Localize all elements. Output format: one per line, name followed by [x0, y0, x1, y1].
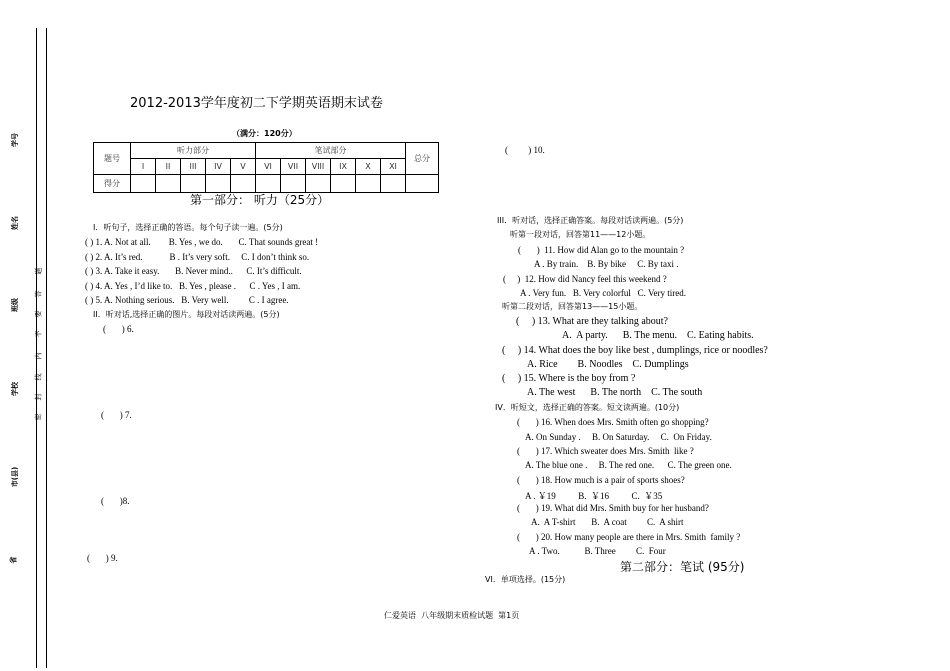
section-number: IX: [331, 159, 356, 175]
question-text: 2. A. It’s red. B . It’s very soft. C. I don’t think so.: [95, 252, 310, 262]
margin-line-left: [36, 28, 37, 668]
total-header: 总分: [406, 143, 439, 175]
section-number: VIII: [306, 159, 331, 175]
score-cell[interactable]: [181, 175, 206, 193]
label-name: 姓名: [11, 216, 19, 230]
section-number: III: [181, 159, 206, 175]
section-number: XI: [381, 159, 406, 175]
answer-bracket[interactable]: ( ): [85, 295, 94, 305]
seal-char: 线: [34, 373, 43, 381]
section-number: X: [356, 159, 381, 175]
seal-char: 密: [34, 413, 43, 421]
question-text: ( ) 13. What are they talking about?: [516, 316, 668, 327]
score-cell[interactable]: [331, 175, 356, 193]
question-row: [85, 252, 309, 262]
section4-heading: IV．听短文，选择正确的答案。短文读两遍。(10分): [495, 403, 680, 412]
answer-bracket[interactable]: ( ): [85, 237, 94, 247]
section-number: II: [156, 159, 181, 175]
seal-char: 封: [34, 393, 43, 401]
question-text: ( ) 20. How many people are there in Mrs. Smith family ?: [517, 532, 741, 542]
question-options: A. On Sunday . B. On Saturday. C. On Friday.: [525, 432, 712, 442]
question-text: ( ) 11. How did Alan go to the mountain ?: [518, 245, 685, 255]
question-text: ( ) 14. What does the boy like best , dumplings, rice or noodles?: [502, 345, 768, 356]
question-options: A . Two. B. Three C. Four: [529, 546, 666, 556]
score-table-header: 题号: [94, 143, 131, 175]
section3-heading: III．听对话，选择正确答案。每段对话读两遍。(5分): [497, 216, 684, 225]
section2-heading: II．听对话,选择正确的图片。每段对话读两遍。(5分): [93, 310, 280, 319]
picture-question[interactable]: ( )8.: [101, 496, 130, 506]
score-cell[interactable]: [131, 175, 156, 193]
question-options: A. The blue one . B. The red one. C. The green one.: [525, 460, 732, 470]
seal-char: 要: [34, 310, 43, 318]
question-row: [85, 295, 289, 305]
score-cell[interactable]: [281, 175, 306, 193]
section1-heading: I．听句子，选择正确的答语。每个句子读一遍。(5分): [93, 223, 283, 232]
seal-char: 不: [34, 330, 43, 338]
part1-heading: 第一部分： 听力（25分）: [190, 193, 330, 207]
label-student-id: 学号: [11, 133, 19, 147]
dialogue-intro: 听第二段对话，回答第13——15小题。: [502, 302, 643, 311]
question-options: A. A party. B. The menu. C. Eating habits.: [562, 330, 754, 341]
picture-question[interactable]: ( ) 7.: [101, 410, 132, 420]
answer-bracket[interactable]: ( ): [85, 266, 94, 276]
picture-question[interactable]: ( ) 9.: [87, 553, 118, 563]
question-text: ( ) 19. What did Mrs. Smith buy for her husband?: [517, 503, 709, 513]
question-text: 3. A. Take it easy. B. Never mind.. C. It’s difficult.: [95, 266, 302, 276]
picture-question[interactable]: ( ) 6.: [103, 324, 134, 334]
question-row: [85, 237, 318, 247]
question-text: ( ) 15. Where is the boy from ?: [502, 373, 636, 384]
score-cell[interactable]: [356, 175, 381, 193]
picture-question[interactable]: ( ) 10.: [505, 145, 545, 155]
answer-bracket[interactable]: ( ): [85, 281, 94, 291]
question-options: A . ￥19 B. ￥16 C. ￥35: [525, 491, 663, 501]
label-city-county: 市(县): [11, 466, 20, 488]
section6-heading: VI．单项选择。(15分): [485, 575, 566, 584]
score-row-label: 得分: [94, 175, 131, 193]
question-options: A . By train. B. By bike C. By taxi .: [534, 259, 679, 269]
seal-char: 答: [34, 290, 43, 298]
seal-char: 内: [34, 352, 43, 360]
question-options: A. Rice B. Noodles C. Dumplings: [527, 359, 689, 370]
seal-char: 题: [34, 267, 43, 275]
section-number: VII: [281, 159, 306, 175]
question-text: ( ) 17. Which sweater does Mrs. Smith like ?: [517, 446, 694, 456]
score-cell[interactable]: [306, 175, 331, 193]
written-group-header: 笔试部分: [256, 143, 406, 159]
question-text: ( ) 12. How did Nancy feel this weekend ?: [503, 274, 667, 284]
question-text: 4. A. Yes , I’d like to. B. Yes , please . C . Yes , I am.: [95, 281, 301, 291]
question-options: A. A T-shirt B. A coat C. A shirt: [531, 517, 684, 527]
page-footer: 仁爱英语 八年级期末质检试题 第1页: [384, 611, 520, 620]
section-number: VI: [256, 159, 281, 175]
section-number: I: [131, 159, 156, 175]
label-class: 班级: [11, 298, 19, 312]
listening-group-header: 听力部分: [131, 143, 256, 159]
score-cell[interactable]: [206, 175, 231, 193]
question-text: 1. A. Not at all. B. Yes , we do. C. That sounds great !: [95, 237, 319, 247]
section-number: V: [231, 159, 256, 175]
question-row: [85, 281, 300, 291]
section-number: IV: [206, 159, 231, 175]
score-cell[interactable]: [156, 175, 181, 193]
label-province: 省: [9, 556, 18, 564]
answer-bracket[interactable]: ( ): [85, 252, 94, 262]
page-title: 2012-2013学年度初二下学期英语期末试卷: [130, 96, 383, 111]
question-options: A. The west B. The north C. The south: [527, 387, 703, 398]
question-options: A . Very fun. B. Very colorful C. Very tired.: [520, 288, 686, 298]
dialogue-intro: 听第一段对话，回答第11——12小题。: [510, 230, 651, 239]
label-school: 学校: [11, 382, 19, 396]
full-score: （满分：120分）: [232, 129, 297, 138]
question-row: [85, 266, 302, 276]
score-cell[interactable]: [256, 175, 281, 193]
question-text: ( ) 18. How much is a pair of sports shoes?: [517, 475, 685, 485]
score-table: [93, 142, 439, 193]
score-cell[interactable]: [381, 175, 406, 193]
part2-heading: 第二部分：笔试 (95分): [620, 560, 745, 574]
score-cell[interactable]: [231, 175, 256, 193]
margin-line-right: [46, 28, 47, 668]
question-text: ( ) 16. When does Mrs. Smith often go shopping?: [517, 417, 709, 427]
score-cell[interactable]: [406, 175, 439, 193]
question-text: 5. A. Nothing serious. B. Very well. C . I agree.: [95, 295, 289, 305]
